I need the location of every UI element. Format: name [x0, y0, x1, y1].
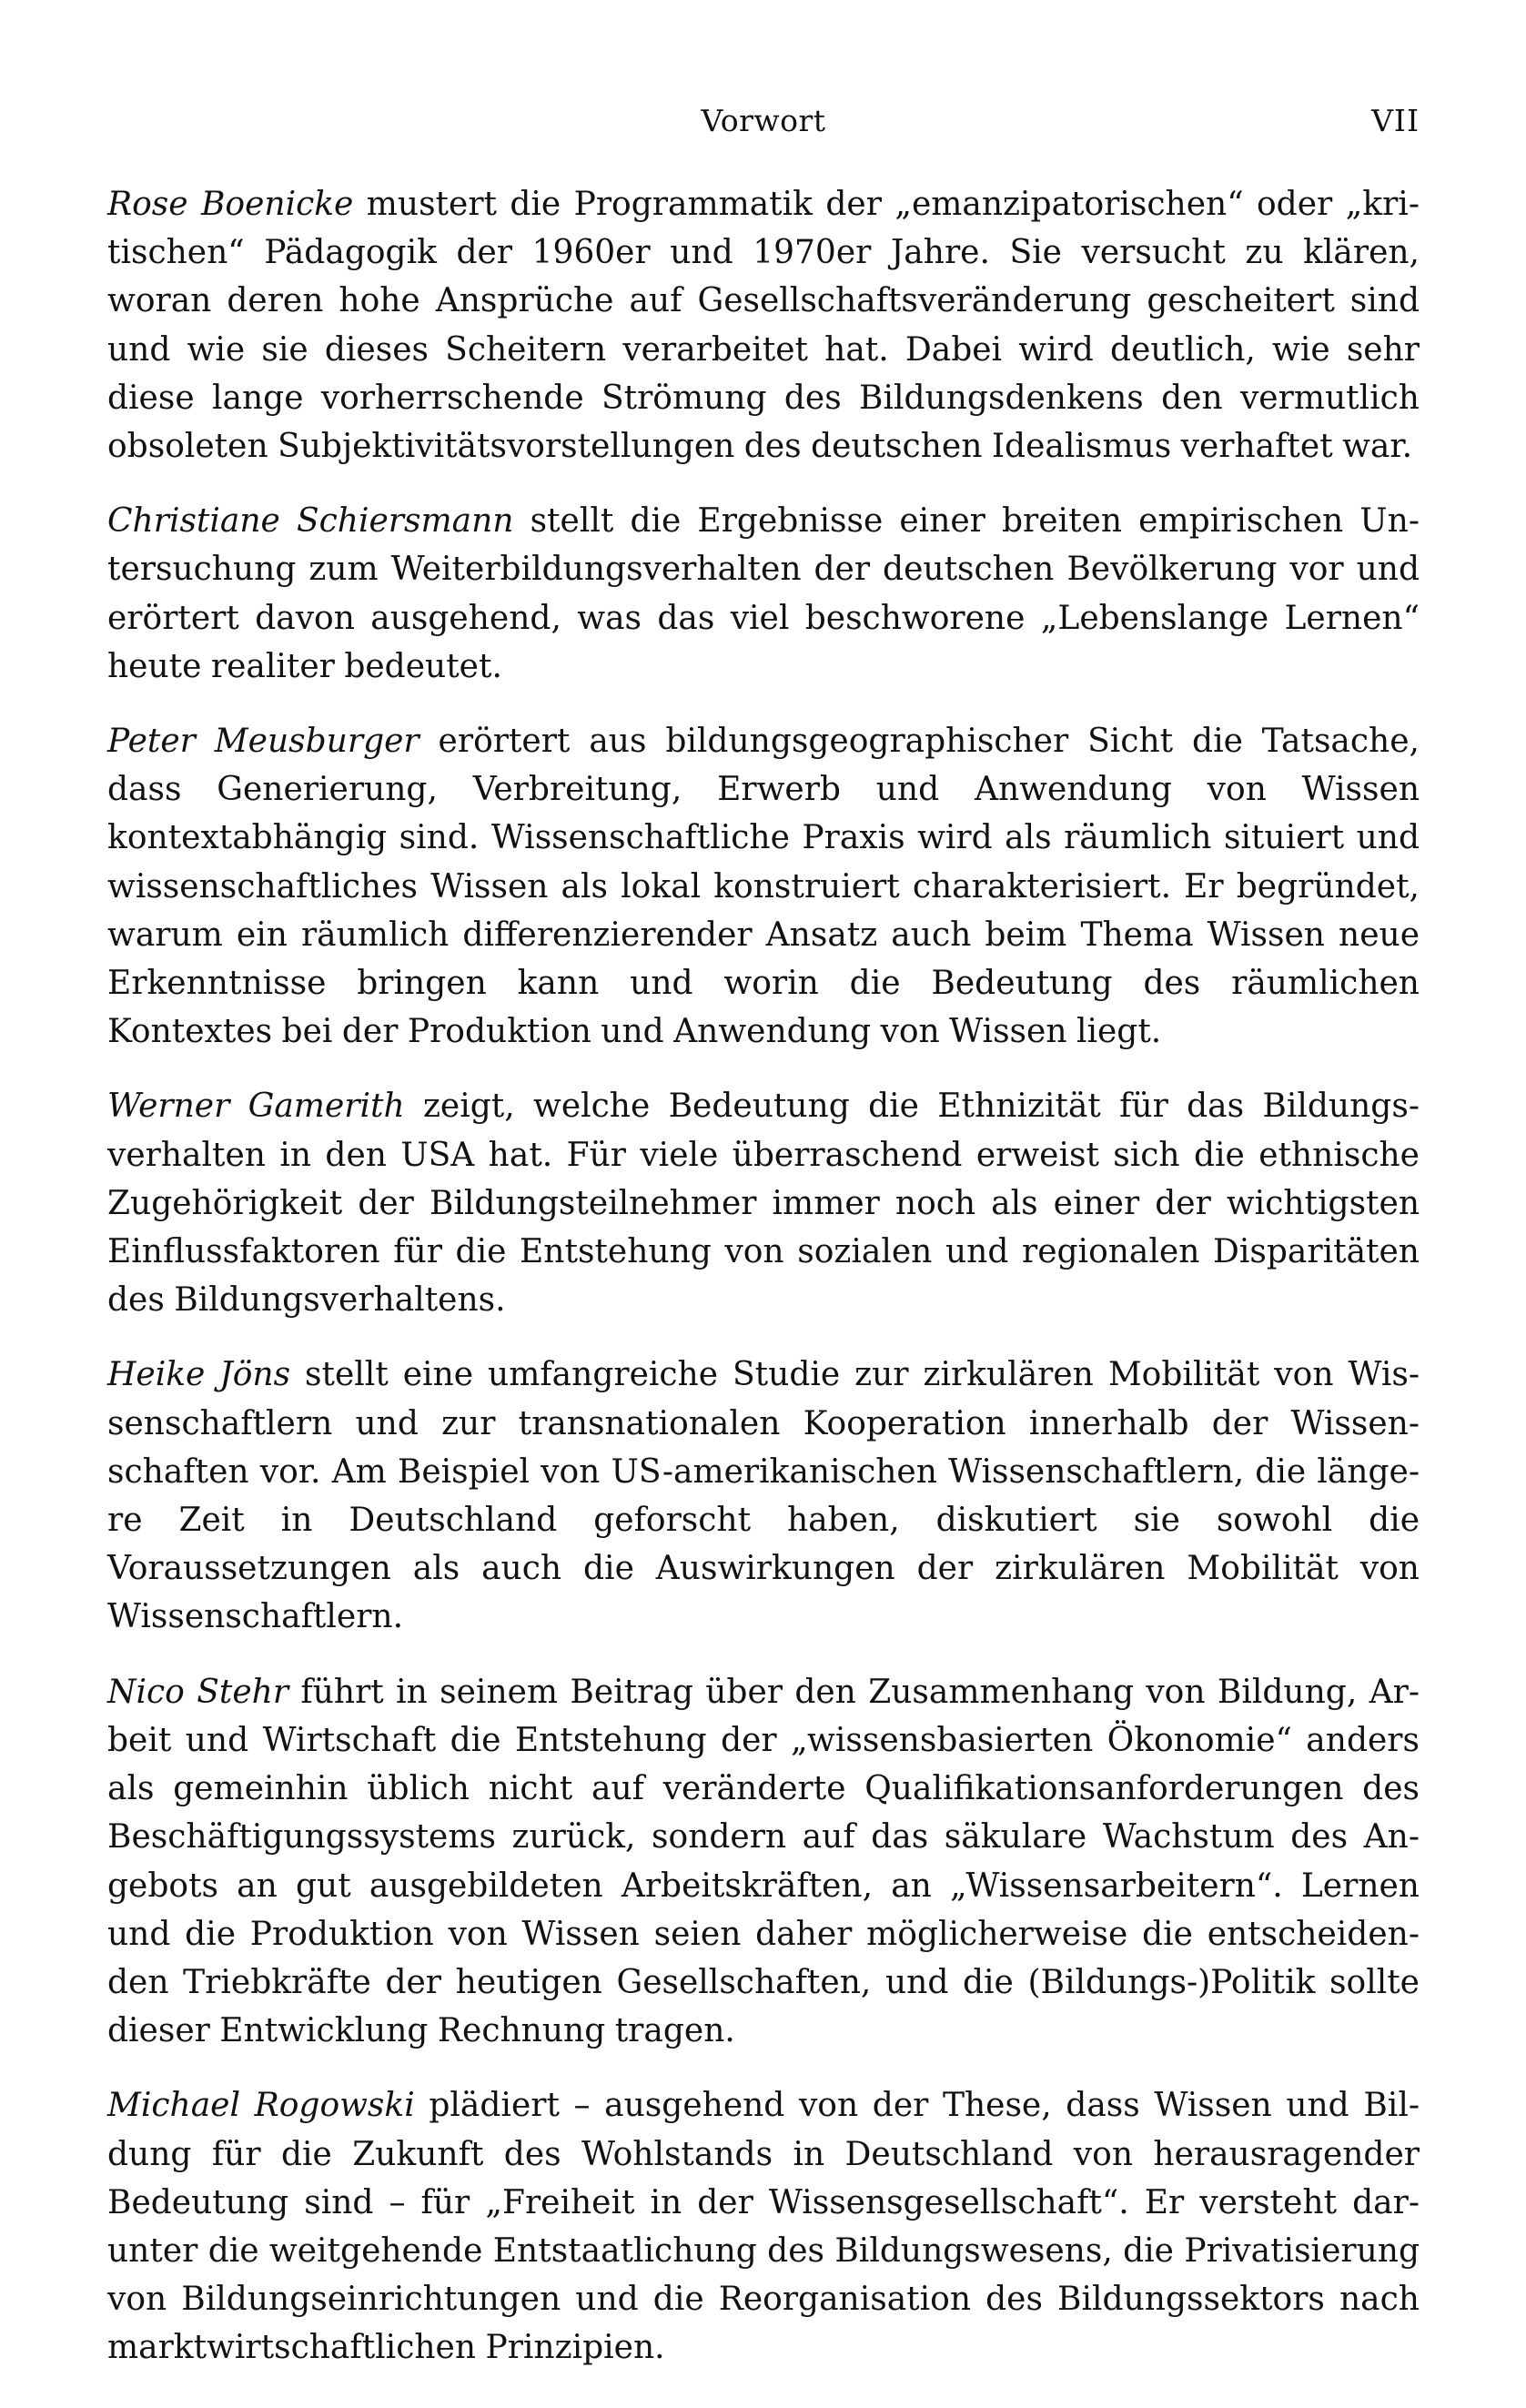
- author-name: Christiane Schiersmann: [107, 502, 514, 541]
- author-name: Rose Boenicke: [107, 186, 354, 223]
- author-name: Heike Jöns: [107, 1356, 291, 1394]
- page-number: VII: [1371, 103, 1420, 138]
- paragraph-joens: [107, 1351, 1420, 1641]
- author-name: Nico Stehr: [107, 1673, 289, 1711]
- paragraph-text: stellt die Ergebnisse einer breiten empirischen Untersuchung zum Weiterbildungsverhalten der deutschen Bevölkerung vor und erörtert davon ausgehend, was das viel beschworene „Lebenslange Lernen“ heute realiter bedeutet.: [107, 502, 1420, 685]
- author-name: Michael Rogowski: [107, 2087, 415, 2125]
- author-name: Werner Gamerith: [107, 1088, 405, 1126]
- paragraph-schiersmann: [107, 497, 1420, 691]
- paragraph-gamerith: [107, 1082, 1420, 1324]
- paragraph-text: stellt eine umfangreiche Studie zur zirkulären Mobilität von Wissenschaftlern und zur transnationalen Kooperation innerhalb der Wissenschaften vor. Am Beispiel von US-amerikanischen Wissenschaftlern, die längere Zeit in Deutschland geforscht haben, diskutiert sie sowohl die Voraussetzungen als auch die Auswirkungen der zirkulären Mobilität von Wissenschaftlern.: [107, 1356, 1420, 1636]
- body-text: [107, 180, 1420, 2399]
- running-head: [107, 98, 1420, 144]
- paragraph-text: zeigt, welche Bedeutung die Ethnizität für das Bildungsverhalten in den USA hat. Für viele überraschend erweist sich die ethnische Zugehörigkeit der Bildungsteilnehmer immer noch als einer der wichtigsten Einflussfaktoren für die Entstehung von sozialen und regionalen Disparitäten des Bildungsverhaltens.: [107, 1088, 1420, 1320]
- paragraph-meusburger: [107, 717, 1420, 1056]
- paragraph-text: mustert die Programmatik der „emanzipatorischen“ oder „kritischen“ Pädagogik der 1960er und 1970er Jahre. Sie versucht zu klären, woran deren hohe Ansprüche auf Gesellschaftsveränderung gescheitert sind und wie sie dieses Scheitern verarbeitet hat. Dabei wird deutlich, wie sehr diese lange vorherrschende Strömung des Bildungsdenkens den vermutlich obsoleten Subjektivitätsvorstellungen des deutschen Idealismus verhaftet war.: [107, 186, 1420, 466]
- paragraph-text: führt in seinem Beitrag über den Zusammenhang von Bildung, Arbeit und Wirtschaft die Entstehung der „wissensbasierten Ökonomie“ anders als gemeinhin üblich nicht auf veränderte Qualifikationsanforderungen des Beschäftigungssystems zurück, sondern auf das säkulare Wachstum des Angebots an gut ausgebildeten Arbeitskräften, an „Wissensarbeitern“. Lernen und die Produktion von Wissen seien daher möglicherweise die entscheidenden Triebkräfte der heutigen Gesellschaften, und die (Bildungs-)Politik sollte dieser Entwicklung Rechnung tragen.: [107, 1673, 1420, 2050]
- paragraph-text: erörtert aus bildungsgeographischer Sicht die Tatsache, dass Generierung, Verbreitung, Erwerb und Anwendung von Wissen kontextabhängig sind. Wissenschaftliche Praxis wird als räumlich situiert und wissenschaftliches Wissen als lokal konstruiert charakterisiert. Er begründet, warum ein räumlich differenzierender Ansatz auch beim Thema Wissen neue Erkenntnisse bringen kann und worin die Bedeutung des räumlichen Kontextes bei der Produktion und Anwendung von Wissen liegt.: [107, 723, 1420, 1051]
- paragraph-stehr: [107, 1668, 1420, 2056]
- paragraph-rogowski: [107, 2081, 1420, 2372]
- author-name: Peter Meusburger: [107, 723, 419, 761]
- paragraph-boenicke: [107, 180, 1420, 470]
- paragraph-text: plädiert – ausgehend von der These, dass Wissen und Bildung für die Zukunft des Wohlstands in Deutschland von herausragender Bedeutung sind – für „Freiheit in der Wissensgesellschaft“. Er versteht darunter die weitgehende Entstaatlichung des Bildungswesens, die Privatisierung von Bildungseinrichtungen und die Reorganisation des Bildungssektors nach marktwirtschaftlichen Prinzipien.: [107, 2087, 1420, 2367]
- running-title: Vorwort: [701, 103, 826, 138]
